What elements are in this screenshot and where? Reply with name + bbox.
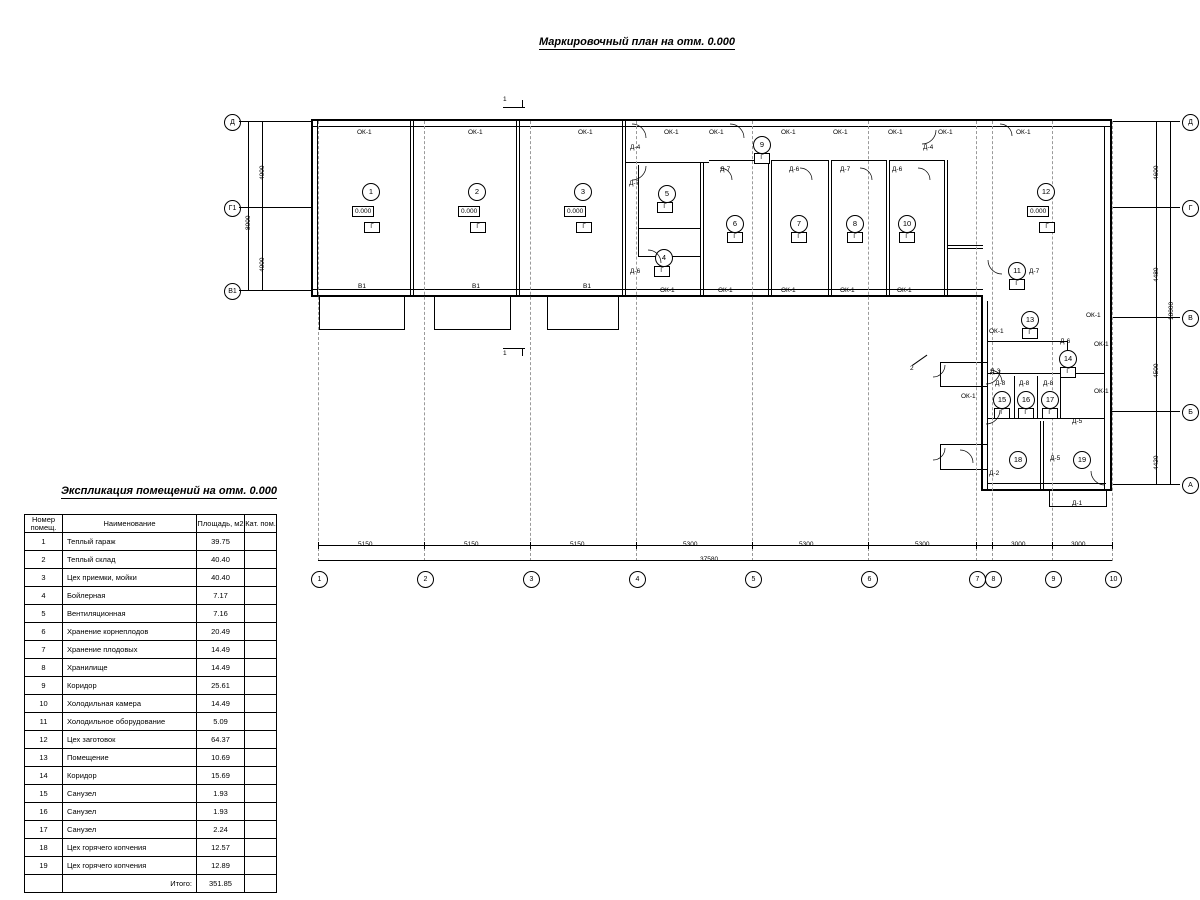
floor-plan: Д Г1 В1 4000 4000 8000 Д Г В Б А 4600 4480 4500 4420 18000 5150 5150 5150 5300 5300 5300 3000 3000 37580 1 2 3 4 5 6 7 8 9 10 1 1 2 1 2 3 4 5 6 7 8 9 10 11 12 13 14 15 16 17 18 19 0.000 Г 0.000 Г 0.000 Г 0.000 Г Г Г Г Г Г Г Г Г Г Г Г Г Г ОК-1 ОК-1 ОК-1 ОК-1 ОК-1 ОК-1 ОК-1 ОК-1 ОК-1 ОК-1 ОК-1 ОК-1 ОК-1 ОК-1 ОК-1 ОК-1 ОК-1 ОК-1 ОК-1 ОК-1 В1 В1 В1 Д-4 Д-4 Д-7 Д-7 Д-6 Д-7 Д-6 Д-6 Д-7 Д-6 Д-3 Д-8 Д-8 Д-8 Д-5 Д-2 Д-5 Д-1	[0, 0, 1200, 900]
cell-name: Санузел	[63, 803, 197, 821]
room-number-1: 1	[362, 183, 380, 201]
door-label-d4: Д-4	[630, 144, 641, 151]
annex-proj-left	[940, 362, 941, 386]
room-number-17: 17	[1041, 391, 1059, 409]
partition-8	[944, 160, 945, 296]
entry-right	[1106, 489, 1107, 507]
grid-line-1	[318, 121, 319, 561]
dim-right-1: 4600	[1153, 165, 1160, 180]
corridor-wall-a	[638, 165, 639, 257]
wall-right-inner	[1104, 126, 1105, 491]
cell-area: 20.49	[197, 623, 245, 641]
cell-name: Вентиляционная	[63, 605, 197, 623]
dim-tick	[1112, 542, 1113, 549]
cell-number: 15	[25, 785, 63, 803]
cell-area: 25.61	[197, 677, 245, 695]
cell-number: 3	[25, 569, 63, 587]
wall-left	[311, 119, 313, 297]
cell-number: 8	[25, 659, 63, 677]
header-cat: Кат. пом.	[245, 515, 277, 533]
window-label-ok1: ОК-1	[660, 287, 675, 294]
area-tag-15: Г	[994, 408, 1010, 419]
axis-label-bottom-2: 2	[417, 571, 434, 588]
porch-2-left	[434, 297, 435, 329]
dim-bottom-6: 5300	[915, 541, 930, 548]
grid-line-2	[424, 121, 425, 561]
dim-tick	[976, 542, 977, 549]
grid-line-8	[992, 121, 993, 561]
gate-label-v1: В1	[358, 283, 366, 290]
cell-area: 14.49	[197, 659, 245, 677]
partition-1	[410, 121, 411, 296]
cell-number: 18	[25, 839, 63, 857]
dim-left-1: 4000	[259, 165, 266, 180]
cell-number: 1	[25, 533, 63, 551]
porch-3-bottom	[547, 329, 619, 330]
wall-annex-left-inner	[987, 301, 988, 491]
partition-3b	[625, 121, 626, 296]
window-label-ok1: ОК-1	[468, 129, 483, 136]
dim-left-total: 8000	[245, 215, 252, 230]
window-label-ok1: ОК-1	[781, 287, 796, 294]
room-number-6: 6	[726, 215, 744, 233]
area-tag-9: Г	[754, 153, 770, 164]
area-tag-16: Г	[1018, 408, 1034, 419]
partition-2	[516, 121, 517, 296]
door-label-d5: Д-5	[1072, 418, 1083, 425]
wall-annex-bottom	[981, 489, 1112, 491]
axis-label-left-d: Д	[224, 114, 241, 131]
wc-div-3	[1060, 376, 1061, 418]
corridor-wall-top	[625, 162, 709, 163]
room4-5-div	[638, 228, 701, 229]
axis-label-bottom-1: 1	[311, 571, 328, 588]
dim-tick	[318, 542, 319, 549]
partition-5b	[771, 160, 772, 296]
axis-label-bottom-4: 4	[629, 571, 646, 588]
cell-name: Теплый склад	[63, 551, 197, 569]
level-mark-3: 0.000	[564, 206, 586, 217]
entry-left	[1049, 489, 1050, 507]
axis-leader	[239, 207, 311, 208]
room-number-14: 14	[1059, 350, 1077, 368]
door-label-d8: Д-8	[1043, 380, 1054, 387]
plan-title: Маркировочный план на отм. 0.000	[539, 36, 735, 48]
cell-name: Цех горячего копчения	[63, 839, 197, 857]
room-number-4: 4	[655, 249, 673, 267]
wall-bottom-left	[311, 295, 983, 297]
dim-bottom-5: 5300	[799, 541, 814, 548]
room-number-12: 12	[1037, 183, 1055, 201]
total-area: 351.85	[197, 875, 245, 893]
cell-name: Коридор	[63, 677, 197, 695]
area-tag-14: Г	[1060, 367, 1076, 378]
cell-number: 17	[25, 821, 63, 839]
cell-area: 14.49	[197, 695, 245, 713]
partition-1b	[413, 121, 414, 296]
dim-tick	[992, 542, 993, 549]
porch-2-right	[510, 297, 511, 329]
level-mark-1: 0.000	[352, 206, 374, 217]
grid-line-3	[530, 121, 531, 561]
cell-number: 6	[25, 623, 63, 641]
axis-label-bottom-6: 6	[861, 571, 878, 588]
cell-name: Холодильное оборудование	[63, 713, 197, 731]
door-label-d2: Д-2	[989, 470, 1000, 477]
partition-3	[622, 121, 623, 296]
cell-area: 12.89	[197, 857, 245, 875]
dim-tick	[1052, 542, 1053, 549]
cell-name: Цех приемки, мойки	[63, 569, 197, 587]
window-label-ok1: ОК-1	[961, 393, 976, 400]
cell-name: Санузел	[63, 785, 197, 803]
window-label-ok1: ОК-1	[357, 129, 372, 136]
door-label-d7: Д-7	[1029, 268, 1040, 275]
cell-name: Коридор	[63, 767, 197, 785]
annex-proj2-top	[940, 444, 987, 445]
window-label-ok1: ОК-1	[1094, 388, 1109, 395]
annex-div-4b	[1043, 421, 1044, 489]
room-number-10: 10	[898, 215, 916, 233]
cell-name: Санузел	[63, 821, 197, 839]
level-mark-2: 0.000	[458, 206, 480, 217]
grid-line-7	[976, 121, 977, 561]
window-label-ok1: ОК-1	[578, 129, 593, 136]
porch-1-left	[319, 297, 320, 329]
area-tag-1: Г	[364, 222, 380, 233]
cell-number: 5	[25, 605, 63, 623]
dim-left-2: 4000	[259, 257, 266, 272]
dim-bottom-1: 5150	[358, 541, 373, 548]
annex-proj2-bottom	[940, 469, 987, 470]
cell-area: 10.69	[197, 749, 245, 767]
axis-label-right-d: Д	[1182, 114, 1199, 131]
area-tag-17: Г	[1042, 408, 1058, 419]
total-label: Итого:	[63, 875, 197, 893]
cell-name: Холодильная камера	[63, 695, 197, 713]
axis-label-bottom-7: 7	[969, 571, 986, 588]
cell-number: 13	[25, 749, 63, 767]
area-tag-11: Г	[1009, 279, 1025, 290]
dim-tick	[868, 542, 869, 549]
axis-label-right-a: А	[1182, 477, 1199, 494]
door-label-d7: Д-7	[840, 166, 851, 173]
cell-number: 10	[25, 695, 63, 713]
cell-number: 16	[25, 803, 63, 821]
partition-7	[886, 160, 887, 296]
area-tag-4: Г	[654, 266, 670, 277]
cell-area: 15.69	[197, 767, 245, 785]
cell-number: 14	[25, 767, 63, 785]
wall-bottom-left-inner	[311, 289, 983, 290]
room11-top-b	[947, 248, 983, 249]
dim-chain-left-outer	[248, 121, 249, 290]
window-label-ok1: ОК-1	[833, 129, 848, 136]
room8-top	[831, 160, 887, 161]
annex-div-1	[987, 341, 1067, 342]
axis-leader	[239, 121, 311, 122]
dim-tick	[424, 542, 425, 549]
cell-name: Бойлерная	[63, 587, 197, 605]
window-label-ok1: ОК-1	[709, 129, 724, 136]
header-name: Наименование	[63, 515, 197, 533]
room-number-3: 3	[574, 183, 592, 201]
window-label-ok1: ОК-1	[897, 287, 912, 294]
dim-right-2: 4480	[1153, 267, 1160, 282]
cell-number: 12	[25, 731, 63, 749]
dim-right-3: 4500	[1153, 363, 1160, 378]
header-area: Площадь, м2	[197, 515, 245, 533]
room-number-19: 19	[1073, 451, 1091, 469]
cell-number: 7	[25, 641, 63, 659]
axis-leader	[239, 290, 311, 291]
dim-right-total: 18000	[1168, 301, 1175, 320]
door-label-d7: Д-7	[629, 180, 640, 187]
cell-area: 1.93	[197, 785, 245, 803]
room-number-18: 18	[1009, 451, 1027, 469]
window-label-ok1: ОК-1	[840, 287, 855, 294]
door-label-d8: Д-8	[1019, 380, 1030, 387]
window-label-ok1: ОК-1	[1086, 312, 1101, 319]
cell-area: 40.40	[197, 569, 245, 587]
area-tag-12: Г	[1039, 222, 1055, 233]
porch-1-bottom	[319, 329, 405, 330]
cell-area: 12.57	[197, 839, 245, 857]
area-tag-13: Г	[1022, 328, 1038, 339]
dim-bottom-4: 5300	[683, 541, 698, 548]
area-tag-3: Г	[576, 222, 592, 233]
room-number-9: 9	[753, 136, 771, 154]
door-label-d1: Д-1	[1072, 500, 1083, 507]
explication-title: Экспликация помещений на отм. 0.000	[61, 485, 277, 497]
room-number-7: 7	[790, 215, 808, 233]
cell-area: 5.09	[197, 713, 245, 731]
annex-div-4	[1040, 421, 1041, 489]
door-label-d6: Д-6	[789, 166, 800, 173]
annex-proj-bottom	[940, 386, 987, 387]
cell-name: Хранение корнеплодов	[63, 623, 197, 641]
area-tag-5: Г	[657, 202, 673, 213]
grid-line-10	[1112, 121, 1113, 561]
cell-number: 11	[25, 713, 63, 731]
porch-3-right	[618, 297, 619, 329]
window-label-ok1: ОК-1	[1016, 129, 1031, 136]
door-label-d6: Д-6	[892, 166, 903, 173]
cell-name: Теплый гараж	[63, 533, 197, 551]
cell-name: Помещение	[63, 749, 197, 767]
cell-area: 1.93	[197, 803, 245, 821]
axis-label-bottom-3: 3	[523, 571, 540, 588]
partition-6	[828, 160, 829, 296]
cell-area: 39.75	[197, 533, 245, 551]
room-number-8: 8	[846, 215, 864, 233]
axis-leader	[1112, 484, 1180, 485]
dim-bottom-2: 5150	[464, 541, 479, 548]
partition-7b	[889, 160, 890, 296]
area-tag-8: Г	[847, 232, 863, 243]
partition-5	[768, 160, 769, 296]
room-number-11: 11	[1008, 262, 1026, 280]
cell-area: 7.16	[197, 605, 245, 623]
area-tag-6: Г	[727, 232, 743, 243]
porch-1-right	[404, 297, 405, 329]
axis-label-right-g: Г	[1182, 200, 1199, 217]
door-label-d4: Д-4	[923, 144, 934, 151]
room-number-15: 15	[993, 391, 1011, 409]
axis-label-bottom-9: 9	[1045, 571, 1062, 588]
cell-area: 2.24	[197, 821, 245, 839]
grid-line-5	[752, 121, 753, 561]
gate-label-v1: В1	[472, 283, 480, 290]
cell-area: 64.37	[197, 731, 245, 749]
cell-name: Хранилище	[63, 659, 197, 677]
partition-4b	[703, 162, 704, 296]
cell-number: 2	[25, 551, 63, 569]
cell-number: 4	[25, 587, 63, 605]
window-label-ok1: ОК-1	[938, 129, 953, 136]
wall-annex-left	[981, 295, 983, 491]
axis-label-bottom-10: 10	[1105, 571, 1122, 588]
dim-bottom-3: 5150	[570, 541, 585, 548]
room11-top	[947, 245, 983, 246]
cell-name: Хранение плодовых	[63, 641, 197, 659]
partition-6b	[831, 160, 832, 296]
door-label-d8: Д-8	[995, 380, 1006, 387]
partition-8b	[947, 160, 948, 296]
door-label-d6: Д-6	[1060, 338, 1071, 345]
room-number-5: 5	[658, 185, 676, 203]
cell-number: 9	[25, 677, 63, 695]
dim-tick	[530, 542, 531, 549]
axis-label-bottom-8: 8	[985, 571, 1002, 588]
cell-number: 19	[25, 857, 63, 875]
door-label-d6: Д-6	[630, 268, 641, 275]
axis-label-right-b: Б	[1182, 404, 1199, 421]
partition-2b	[519, 121, 520, 296]
window-label-ok1: ОК-1	[888, 129, 903, 136]
header-num: Номер помещ.	[25, 515, 63, 533]
partition-4	[700, 162, 701, 296]
annex-div-2	[987, 373, 1104, 374]
gate-label-v1: В1	[583, 283, 591, 290]
room-number-2: 2	[468, 183, 486, 201]
window-label-ok1: ОК-1	[781, 129, 796, 136]
room-number-13: 13	[1021, 311, 1039, 329]
room10-top	[889, 160, 945, 161]
area-tag-2: Г	[470, 222, 486, 233]
axis-label-right-v: В	[1182, 310, 1199, 327]
cell-area: 40.40	[197, 551, 245, 569]
axis-label-bottom-5: 5	[745, 571, 762, 588]
window-label-ok1: ОК-1	[664, 129, 679, 136]
dim-tick	[752, 542, 753, 549]
wc-div-2	[1037, 376, 1038, 418]
room7-top	[771, 160, 829, 161]
porch-2-bottom	[434, 329, 511, 330]
dim-bottom-total: 37580	[700, 556, 719, 563]
window-label-ok1: ОК-1	[1094, 341, 1109, 348]
cell-area: 14.49	[197, 641, 245, 659]
wall-annex-bottom-inner	[987, 483, 1106, 484]
axis-label-left-g1: Г1	[224, 200, 241, 217]
level-mark-12: 0.000	[1027, 206, 1049, 217]
cell-area: 7.17	[197, 587, 245, 605]
window-label-ok1: ОК-1	[989, 328, 1004, 335]
door-label-d5: Д-5	[1050, 455, 1061, 462]
room-number-16: 16	[1017, 391, 1035, 409]
dim-right-4: 4420	[1153, 455, 1160, 470]
wc-div-1	[1014, 376, 1015, 418]
dim-tick	[636, 542, 637, 549]
dim-bottom-8: 3000	[1071, 541, 1086, 548]
porch-3-left	[547, 297, 548, 329]
area-tag-7: Г	[791, 232, 807, 243]
cell-name: Цех заготовок	[63, 731, 197, 749]
door-label-d7: Д-7	[720, 166, 731, 173]
annex-proj2-left	[940, 444, 941, 469]
annex-proj-top	[940, 362, 987, 363]
axis-label-left-v1: В1	[224, 283, 241, 300]
door-label-d3: Д-3	[990, 368, 1001, 375]
area-tag-10: Г	[899, 232, 915, 243]
window-label-ok1: ОК-1	[718, 287, 733, 294]
dim-bottom-7: 3000	[1011, 541, 1026, 548]
cell-name: Цех горячего копчения	[63, 857, 197, 875]
grid-line-6	[868, 121, 869, 561]
